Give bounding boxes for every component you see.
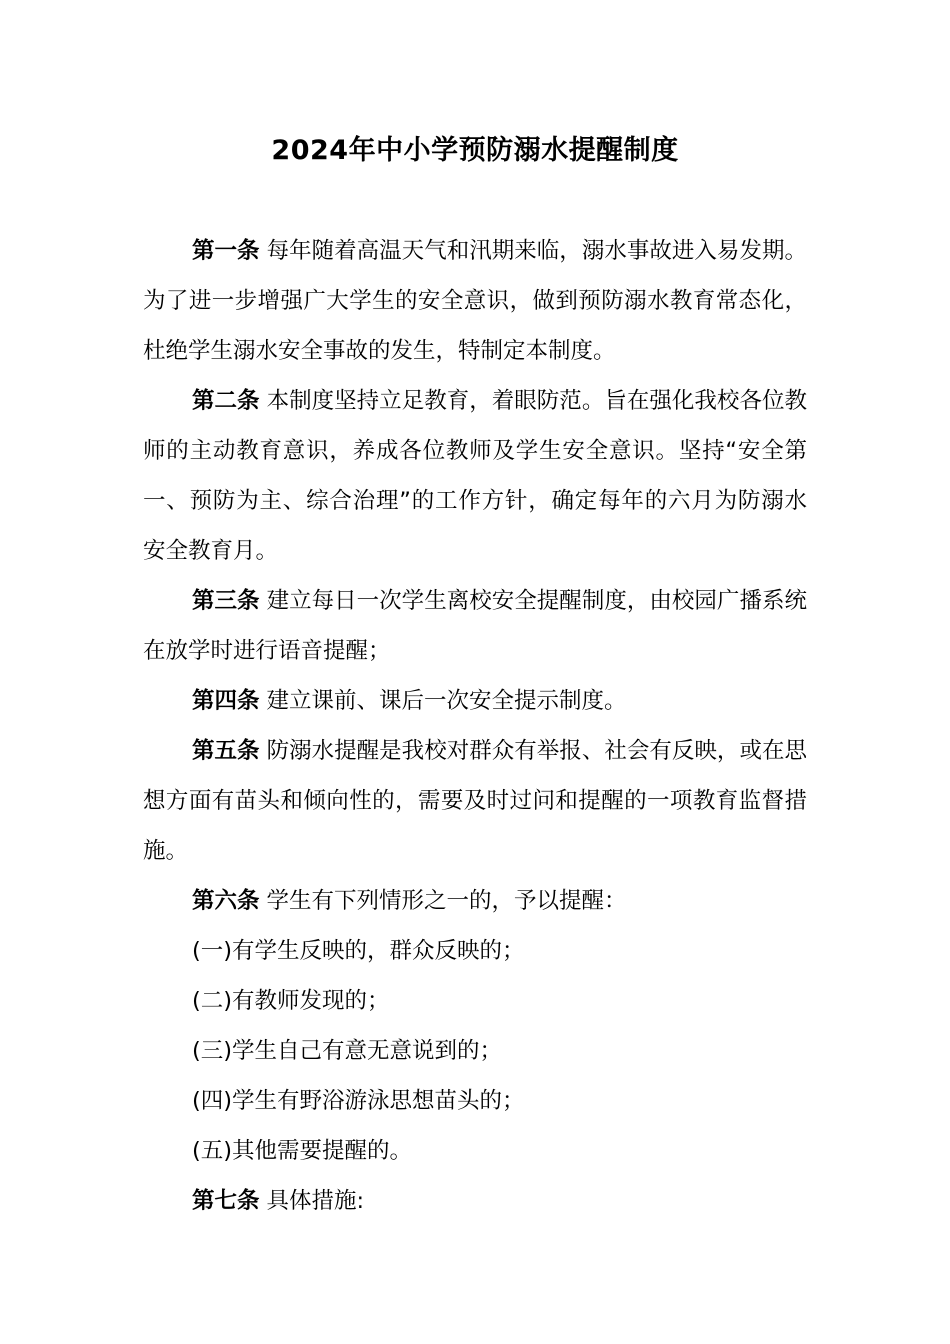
article-label: 第二条: [192, 388, 260, 414]
article-label: 第七条: [192, 1188, 260, 1214]
article-7: [143, 1176, 807, 1226]
list-item: (一)有学生反映的，群众反映的；: [192, 938, 525, 964]
article-5: [143, 726, 807, 876]
article-2: [143, 376, 807, 576]
article-label: 第三条: [192, 588, 260, 614]
document-body: [143, 226, 807, 1226]
article-1: [143, 226, 807, 376]
article-text: 具体措施:: [266, 1188, 365, 1214]
list-item: (四)学生有野浴游泳思想苗头的；: [192, 1088, 525, 1114]
article-3: [143, 576, 807, 676]
article-4: [143, 676, 807, 726]
article-text: 每年随着高温天气和汛期来临，溺水事故进入易发期。为了进一步增强广大学生的安全意识，做到预防溺水教育常态化，杜绝学生溺水安全事故的发生，特制定本制度。: [143, 238, 807, 364]
list-item: (二)有教师发现的；: [192, 988, 390, 1014]
article-label: 第四条: [192, 688, 260, 714]
article-text: 建立每日一次学生离校安全提醒制度，由校园广播系统在放学时进行语音提醒；: [143, 588, 807, 664]
article-text: 防溺水提醒是我校对群众有举报、社会有反映，或在思想方面有苗头和倾向性的，需要及时过问和提醒的一项教育监督措施。: [143, 738, 807, 864]
list-item: (三)学生自己有意无意说到的；: [192, 1038, 503, 1064]
article-6: [143, 876, 807, 926]
list-item: (五)其他需要提醒的。: [192, 1138, 413, 1164]
article-label: 第一条: [192, 238, 260, 264]
article-text: 学生有下列情形之一的，予以提醒：: [266, 888, 627, 914]
document-title: 2024年中小学预防溺水提醒制度: [271, 135, 679, 166]
article-text: 建立课前、课后一次安全提示制度。: [266, 688, 627, 714]
article-label: 第五条: [192, 738, 260, 764]
article-label: 第六条: [192, 888, 260, 914]
article-text: 本制度坚持立足教育，着眼防范。旨在强化我校各位教师的主动教育意识，养成各位教师及学生安全意识。坚持“安全第一、预防为主、综合治理”的工作方针，确定每年的六月为防溺水安全教育月。: [143, 388, 807, 564]
